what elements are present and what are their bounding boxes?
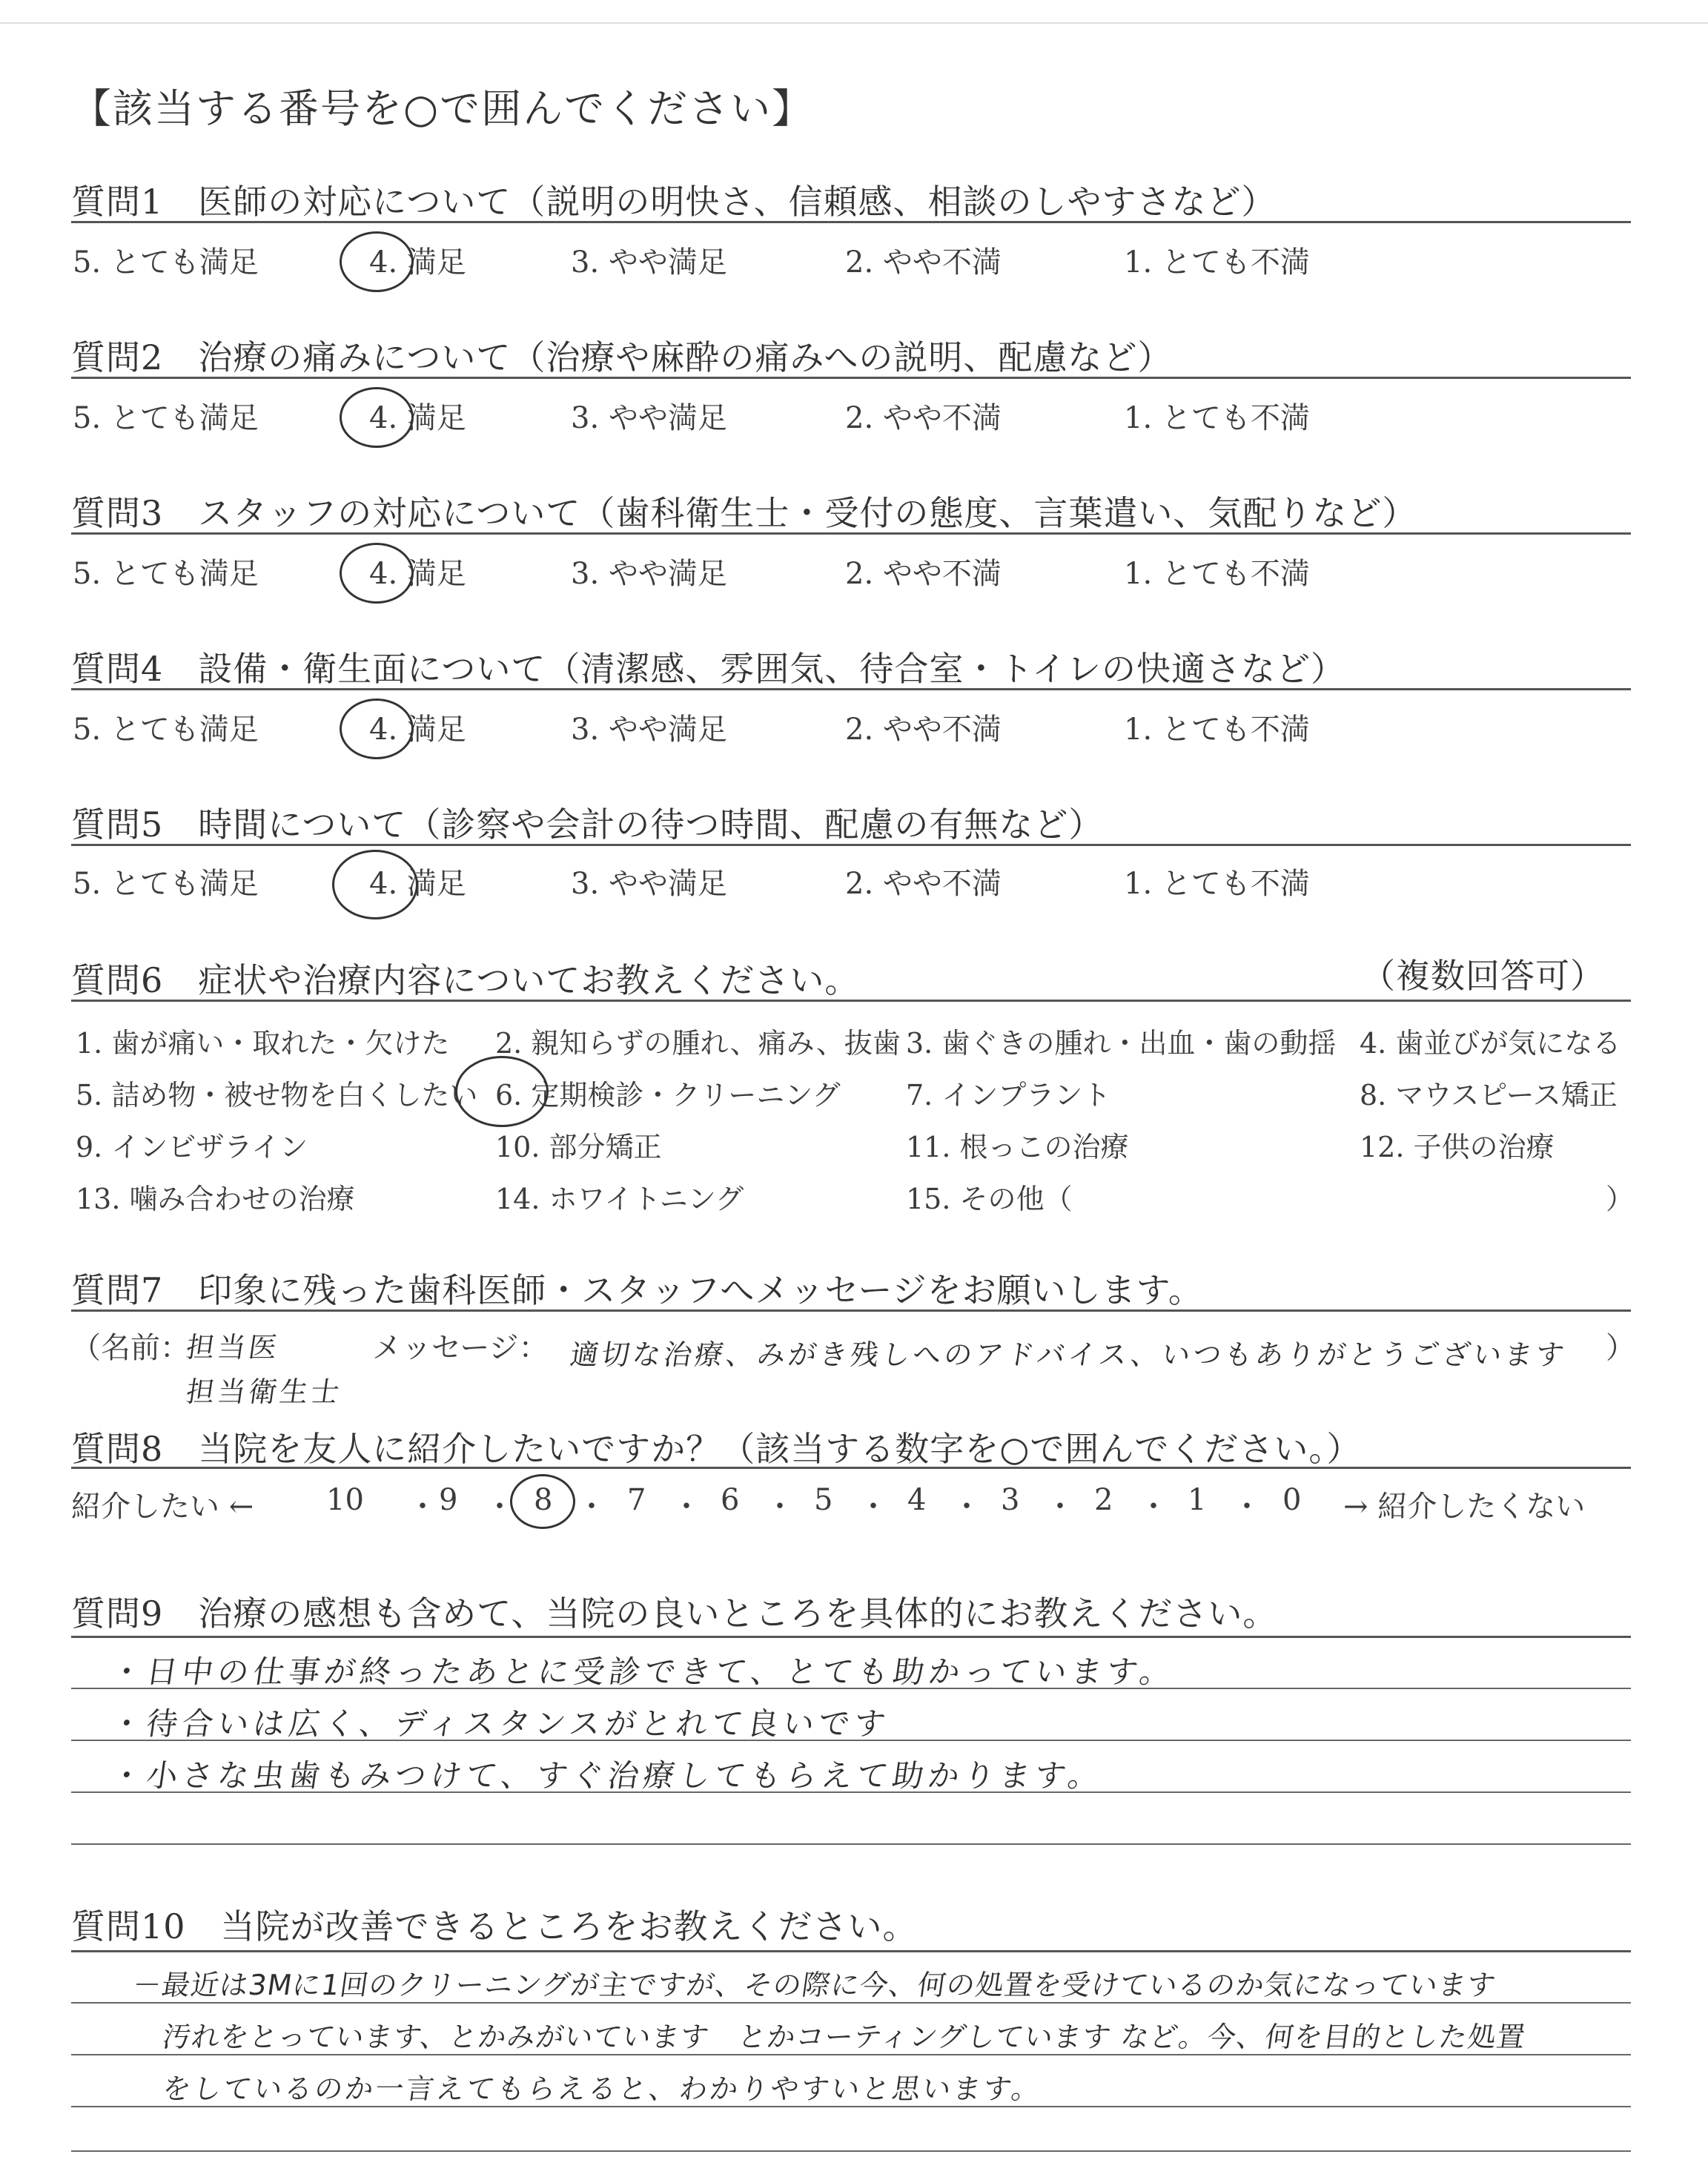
q6-option-6[interactable]: 6. 定期検診・クリーニング — [495, 1079, 841, 1112]
q5-option-3[interactable]: 3. やや満足 — [571, 867, 727, 901]
page-top-edge — [0, 22, 1708, 24]
q8-right-label: → 紹介したくない — [1343, 1490, 1586, 1524]
q8-score-2[interactable]: 2 — [1094, 1483, 1113, 1517]
question-4-title: 質問4 設備・衛生面について（清潔感、雰囲気、待合室・トイレの快適さなど） — [71, 649, 1346, 689]
question-10-title: 質問10 当院が改善できるところをお教えください。 — [71, 1906, 918, 1946]
q1-selection-circle — [340, 231, 414, 292]
q8-score-3[interactable]: 3 — [1001, 1483, 1020, 1517]
q7-close: ） — [1606, 1331, 1635, 1365]
question-8-title: 質問8 当院を友人に紹介したいですか？（該当する数字を○で囲んでください。） — [71, 1429, 1362, 1469]
q3-option-2[interactable]: 2. やや不満 — [845, 557, 1002, 591]
q8-dot: ・ — [952, 1490, 982, 1524]
q8-dot: ・ — [858, 1490, 888, 1524]
q2-option-2[interactable]: 2. やや不満 — [845, 401, 1002, 435]
question-6-note: （複数回答可） — [1361, 956, 1605, 996]
q8-dot: ・ — [672, 1490, 701, 1524]
q5-option-4[interactable]: 4. 満足 — [369, 867, 466, 901]
q8-score-6[interactable]: 6 — [721, 1483, 740, 1517]
question-6-title: 質問6 症状や治療内容についてお教えください。 — [71, 960, 860, 1000]
q8-selection-circle — [510, 1474, 575, 1529]
q6-other-close: ） — [1606, 1183, 1635, 1215]
q8-score-9[interactable]: 9 — [439, 1483, 458, 1517]
q3-selection-circle — [340, 543, 414, 604]
q7-name-hygienist[interactable]: 担当衛生士 — [184, 1375, 345, 1408]
q5-option-2[interactable]: 2. やや不満 — [845, 867, 1002, 901]
q2-option-4[interactable]: 4. 満足 — [369, 401, 466, 435]
q8-score-10[interactable]: 10 — [326, 1483, 364, 1517]
q8-score-5[interactable]: 5 — [814, 1483, 833, 1517]
q9-answer-line-1[interactable]: ・日中の仕事が終ったあとに受診できて、とても助かっています。 — [108, 1654, 1178, 1690]
q6-option-5[interactable]: 5. 詰め物・被せ物を白くしたい — [76, 1079, 478, 1112]
q6-option-13[interactable]: 13. 噛み合わせの治療 — [76, 1183, 355, 1215]
q8-score-4[interactable]: 4 — [907, 1483, 927, 1517]
q9-answer-line-3[interactable]: ・小さな虫歯もみつけて、すぐ治療してもらえて助かります。 — [108, 1757, 1107, 1794]
q8-score-8[interactable]: 8 — [534, 1483, 553, 1517]
q8-dot: ・ — [765, 1490, 795, 1524]
q8-dot: ・ — [408, 1490, 437, 1524]
q8-dot: ・ — [485, 1490, 514, 1524]
q4-option-3[interactable]: 3. やや満足 — [571, 713, 727, 747]
q1-option-5[interactable]: 5. とても満足 — [73, 245, 259, 280]
q8-score-0[interactable]: 0 — [1282, 1483, 1302, 1517]
q5-option-1[interactable]: 1. とても不満 — [1124, 867, 1310, 901]
q3-option-5[interactable]: 5. とても満足 — [73, 557, 259, 591]
q10-answer-line-2[interactable]: 汚れをとっています、とかみがいています とかコーティングしています など。今、何を目的とした処置 — [160, 2021, 1529, 2053]
q6-option-2[interactable]: 2. 親知らずの腫れ、痛み、抜歯 — [495, 1027, 901, 1060]
q8-score-1[interactable]: 1 — [1188, 1483, 1207, 1517]
question-9-title: 質問9 治療の感想も含めて、当院の良いところを具体的にお教えください。 — [71, 1593, 1278, 1634]
q6-option-12[interactable]: 12. 子供の治療 — [1360, 1131, 1555, 1163]
q5-option-5[interactable]: 5. とても満足 — [73, 867, 259, 901]
q1-option-2[interactable]: 2. やや不満 — [845, 245, 1002, 280]
q8-score-7[interactable]: 7 — [627, 1483, 646, 1517]
q2-option-1[interactable]: 1. とても不満 — [1124, 401, 1310, 435]
q6-option-1[interactable]: 1. 歯が痛い・取れた・欠けた — [76, 1027, 450, 1060]
q2-option-5[interactable]: 5. とても満足 — [73, 401, 259, 435]
q10-answer-line-1[interactable]: －最近は3Mに1回のクリーニングが主ですが、その際に今、何の処置を受けているのか気になっています — [130, 1969, 1498, 2001]
q6-option-8[interactable]: 8. マウスピース矯正 — [1360, 1079, 1618, 1112]
q8-dot: ・ — [1139, 1490, 1168, 1524]
q6-option-11[interactable]: 11. 根っこの治療 — [906, 1131, 1129, 1163]
q7-name-doctor[interactable]: 担当医 — [184, 1331, 282, 1364]
q6-option-10[interactable]: 10. 部分矯正 — [495, 1131, 662, 1163]
q4-option-4[interactable]: 4. 満足 — [369, 713, 466, 747]
q7-message-label: メッセージ： — [372, 1331, 549, 1365]
q6-option-9[interactable]: 9. インビザライン — [76, 1131, 308, 1163]
question-2-title: 質問2 治療の痛みについて（治療や麻酔の痛みへの説明、配慮など） — [71, 337, 1173, 377]
q3-option-3[interactable]: 3. やや満足 — [571, 557, 727, 591]
q7-name-label: （名前： — [71, 1331, 190, 1365]
q3-option-4[interactable]: 4. 満足 — [369, 557, 466, 591]
page-heading: 【該当する番号を○で囲んでください】 — [71, 85, 814, 132]
q6-option-3[interactable]: 3. 歯ぐきの腫れ・出血・歯の動揺 — [906, 1027, 1337, 1060]
q1-option-1[interactable]: 1. とても不満 — [1124, 245, 1310, 280]
question-3-title: 質問3 スタッフの対応について（歯科衛生士・受付の態度、言葉遣い、気配りなど） — [71, 493, 1417, 533]
q4-selection-circle — [340, 698, 414, 759]
question-5-title: 質問5 時間について（診察や会計の待つ時間、配慮の有無など） — [71, 805, 1104, 845]
question-1-title: 質問1 医師の対応について（説明の明快さ、信頼感、相談のしやすさなど） — [71, 182, 1277, 222]
q2-selection-circle — [340, 387, 414, 448]
q7-message-text[interactable]: 適切な治療、みがき残しへのアドバイス、いつもありがとうございます — [568, 1338, 1569, 1371]
q1-option-4[interactable]: 4. 満足 — [369, 245, 466, 280]
q8-dot: ・ — [577, 1490, 606, 1524]
q8-dot: ・ — [1232, 1490, 1262, 1524]
q6-option-14[interactable]: 14. ホワイトニング — [495, 1183, 744, 1215]
q6-option-7[interactable]: 7. インプラント — [906, 1079, 1111, 1112]
q9-answer-line-2[interactable]: ・待合いは広く、ディスタンスがとれて良いです — [108, 1705, 893, 1742]
q5-selection-circle — [332, 850, 418, 919]
q3-option-1[interactable]: 1. とても不満 — [1124, 557, 1310, 591]
q2-option-3[interactable]: 3. やや満足 — [571, 401, 727, 435]
q4-option-1[interactable]: 1. とても不満 — [1124, 713, 1310, 747]
q8-dot: ・ — [1045, 1490, 1075, 1524]
q8-left-label: 紹介したい ← — [71, 1490, 254, 1524]
q6-selection-circle — [455, 1056, 549, 1127]
q6-option-15[interactable]: 15. その他（ — [906, 1183, 1073, 1215]
question-7-title: 質問7 印象に残った歯科医師・スタッフへメッセージをお願いします。 — [71, 1270, 1203, 1310]
q1-option-3[interactable]: 3. やや満足 — [571, 245, 727, 280]
q10-answer-line-3[interactable]: をしているのか一言えてもらえると、わかりやすいと思います。 — [160, 2073, 1045, 2105]
q4-option-5[interactable]: 5. とても満足 — [73, 713, 259, 747]
q6-option-4[interactable]: 4. 歯並びが気になる — [1360, 1027, 1621, 1060]
q4-option-2[interactable]: 2. やや不満 — [845, 713, 1002, 747]
